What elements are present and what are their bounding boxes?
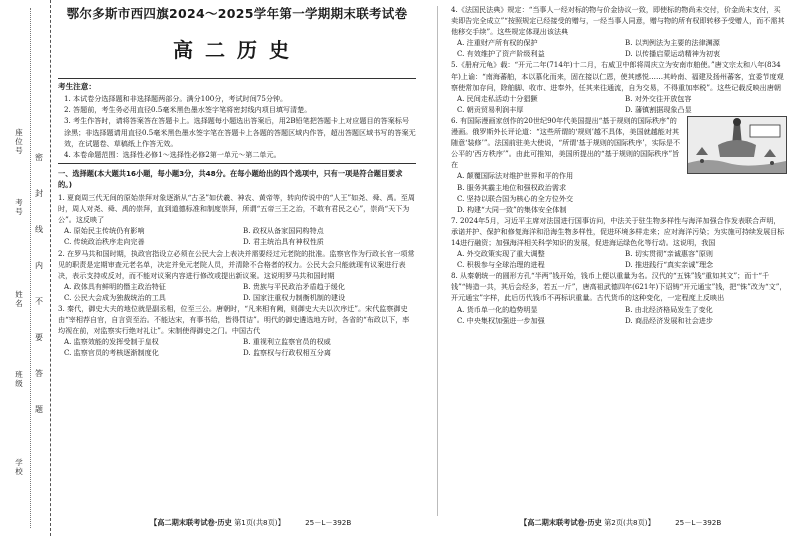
subject-title: 高二历史 xyxy=(173,38,301,63)
question-8 xyxy=(451,270,787,325)
section-heading: 一、选择题(本大题共16小题，每小题3分，共48分。在每小题给出的四个选项中，只有一项是符合题目要求的。) xyxy=(58,168,403,189)
footer-page: 第1页(共8页)】 xyxy=(234,518,285,527)
class-label: 班级 xyxy=(15,370,23,388)
option-b: B. 重视利立监察官员的权威 xyxy=(243,337,331,347)
right-page xyxy=(451,4,787,326)
footer-code: 25－L－392B xyxy=(305,518,352,527)
seal-char: 内 xyxy=(35,261,43,270)
name-label: 姓名 xyxy=(15,290,23,308)
option-a: A. 外交政策实现了重大调整 xyxy=(457,249,545,259)
option-a: A. 监察效能的发挥受制于皇权 xyxy=(64,337,159,347)
seal-char: 不 xyxy=(35,297,43,306)
exam-title: 鄂尔多斯市西四旗2024～2025学年第一学期期末联考试卷 xyxy=(66,6,408,21)
question-stem: 4.《法国民法典》规定：“当事人一经对标的物与价金协议一致，即使标的物尚未交付，价金尚未支付，买卖即告完全成立”“按照规定已经接受的赠与，一经当事人同意，赠与物的所有权即转移予受赠人，而不需其他移交手续”。这些规定体现出该法典 xyxy=(451,5,785,37)
option-c: C. 积极参与全球治理的进程 xyxy=(457,260,545,270)
option-c: C. 朝贡贸易利润丰厚 xyxy=(457,104,524,114)
cartoon-illustration xyxy=(688,117,786,173)
notice-item: 2. 答题前，考生务必用直径0.5毫米黑色墨水签字笔将密封线内项目填写清楚。 xyxy=(64,105,312,115)
option-c: C. 有效维护了资产阶级利益 xyxy=(457,49,545,59)
option-c: C. 中央集权加强进一步加强 xyxy=(457,315,545,325)
question-stem: 5.《册府元龟》载：“开元二年(714年)十二月，右威卫中郎将周庆立为安南市舶使。”唐文宗太和八年(834年)上谕：“南海蕃舶，本以慕化而来，固在接以仁恩，使其感悦……其岭南、福建及扬州蕃客，宜委节度观察使常加存问，除舶脚、收市、进奉外，任其来往通流，自为交易，不得重加率税”。这些记载反映出唐朝 xyxy=(451,60,784,92)
notice-heading: 考生注意： xyxy=(58,82,96,92)
question-6 xyxy=(451,115,787,215)
option-a: A. 政体具有鲜明的僭主政治特征 xyxy=(64,281,166,291)
option-b: B. 切实贯彻“亲诚惠容”原则 xyxy=(625,249,713,259)
seat-number-label: 座位号 xyxy=(15,128,23,155)
option-d: D. 以传播启蒙运动精神为初衷 xyxy=(625,49,721,59)
option-d: D. 藩镇割据现象凸显 xyxy=(625,104,692,114)
option-c: C. 监察官员的考核逐渐制度化 xyxy=(64,348,159,358)
option-a: A. 颠覆国际法对维护世界和平的作用 xyxy=(457,171,574,181)
notice-item: 3. 考生作答时，请将答案答在答题卡上。选择题每小题选出答案后，用2B铅笔把答题卡上对应题目的答案标号涂黑；非选择题请用直径0.5毫米黑色墨水签字笔在答题卡上各题的答题区域内作答，超出答题区域书写的答案无效，在试题卷、草稿纸上作答无效。 xyxy=(64,116,416,148)
option-d: D. 推进践行“真实亲诚”理念 xyxy=(625,260,714,270)
seal-line xyxy=(30,8,31,528)
seal-char: 封 xyxy=(35,189,43,198)
cartoon-image xyxy=(687,116,787,174)
footer-page: 第2页(共8页)】 xyxy=(604,518,655,527)
question-stem: 2. 在罗马共和国时期，执政官指设立必须在公民大会上表决并需要经过元老院的批准。监察官作为行政长官一项常见的职责是定期审查元老名单，决定并免元老院人员，并清除不合格者的权力。公民大会只能就现有议案进行表决，表示支持或反对，而不能对议案内容进行修改或提出新议案。这说明罗马共和国时期 xyxy=(58,248,415,280)
option-c: C. 传统政治秩序走向完善 xyxy=(64,237,145,247)
question-7 xyxy=(451,215,787,270)
left-footer xyxy=(150,518,351,528)
page-divider xyxy=(437,6,438,516)
seal-char: 答 xyxy=(35,369,43,378)
option-b: B. 对外交往开放包容 xyxy=(625,93,692,103)
question-stem: 7. 2024年5月，习近平主席对法国进行国事访问，中法关于驻生物多样性与海洋加强合作发表联合声明，承诺并护、保护和修复海洋和沿海生物多样性，促进环境多样走来；应对海洋污染；为实施可持续发展目标14进行融资；加强海洋相关科学知识的发展，促进海运绿色化等行动。这说明，我国 xyxy=(451,215,785,247)
question-2 xyxy=(58,248,416,303)
footer-title: 【高二期末联考试卷·历史 xyxy=(520,518,602,527)
question-4 xyxy=(451,4,787,59)
option-c: C. 公民大会成为独裁统治的工具 xyxy=(64,292,166,302)
seal-char: 题 xyxy=(35,405,43,414)
notice-item: 4. 本卷命题范围：选择性必修1～选择性必修2第一单元～第二单元。 xyxy=(64,149,281,159)
exam-number-label: 考号 xyxy=(15,198,23,216)
option-d: D. 构建“大同一致”的集体安全体制 xyxy=(457,204,567,214)
right-footer xyxy=(520,518,721,528)
option-d: D. 监察权与行政权相互分离 xyxy=(243,348,331,358)
question-stem: 8. 从秦朝统一的圆形方孔“半两”钱开始，钱币上便以重量为名。汉代的“五铢”钱“重如其文”；而十“千钱”“铸造一共，其后会经多，若五一斤”，唐高祖武德四年(621年)下诏铸“开元通宝”钱，把“铢”改为“文”，开元通宝”字样，此后历代钱币不再标识重量。古代货币的这种变化，一定程度上反映出 xyxy=(451,271,787,303)
option-a: A. 民间走私活动十分猖獗 xyxy=(457,93,538,103)
question-1 xyxy=(58,192,416,247)
notice-item: 1. 本试卷分选择题和非选择题两部分。满分100分，考试时间75分钟。 xyxy=(64,94,288,104)
question-stem: 1. 夏商周三代无间的原始崇拜对象逐渐从“古圣”如伏羲、神农、黄帝等，转向传说中的“人王”如尧、舜、禹。至周时，周人对尧、舜、禹的崇拜，直到道德标准和制度崇拜，所谓“五帝三王之治，不敢有君民之心”，崇尚“天下为公”。这反映了 xyxy=(58,193,415,225)
question-stem: 6. 有国际漫画家创作的20世纪90年代美国提出“基于规则的国际秩序”的漫画。俄罗斯外长评论道：“这些所谓的‘规则’越不具体，美国就越能对其随意‘装修’”。法国前驻美大使说，“所谓‘基于规则的国际秩序’，实际是不公平的‘西方秩序’”。由此可推知，美国所提出的“基于规则的国际秩序”旨在 xyxy=(451,115,681,170)
option-b: B. 贵族与平民政治矛盾趋于缓化 xyxy=(243,281,345,291)
question-3 xyxy=(58,303,416,358)
school-label: 学校 xyxy=(15,458,23,476)
left-page xyxy=(58,4,416,358)
binding-strip xyxy=(0,0,51,536)
option-b: B. 服务其霸主地位和强权政治需求 xyxy=(457,182,567,192)
option-a: A. 原始民主传统仍有影响 xyxy=(64,226,145,236)
seal-char: 线 xyxy=(35,225,43,234)
option-d: D. 君主统治具有神权性质 xyxy=(243,237,324,247)
option-a: A. 注重财产所有权的保护 xyxy=(457,38,538,48)
question-5 xyxy=(451,59,787,114)
option-a: A. 货币单一化的趋势明显 xyxy=(457,304,538,314)
question-stem: 3. 秦代，御史大夫的地位就是副丞相，位至三公。唐朝时，“凡来相有阙，则御史大夫以次序迁”。宋代监察御史由“宰相荐自官，自言资至治。不能达宋，有事书给，皆得罚诘”。明代的御史遴选地方时，各省的“布政以下，率均视在前，对监察实行绝对礼让”。宋制使得御史之门。中国古代 xyxy=(58,303,410,336)
option-c: C. 坚持以联合国为核心的全方位外交 xyxy=(457,193,574,203)
option-d: D. 国家注重权力制衡机制的建设 xyxy=(243,292,346,302)
exam-notice xyxy=(58,78,416,164)
seal-char: 密 xyxy=(35,153,43,162)
option-d: D. 商品经济发展和社会进步 xyxy=(625,315,713,325)
option-b: B. 政权从备家国同构特点 xyxy=(243,226,324,236)
seal-char: 要 xyxy=(35,333,43,342)
option-b: B. 以判例法为主要的法律渊源 xyxy=(625,38,720,48)
footer-code: 25－L－392B xyxy=(675,518,722,527)
footer-title: 【高二期末联考试卷·历史 xyxy=(150,518,232,527)
option-b: B. 由北经济格局发生了变化 xyxy=(625,304,713,314)
